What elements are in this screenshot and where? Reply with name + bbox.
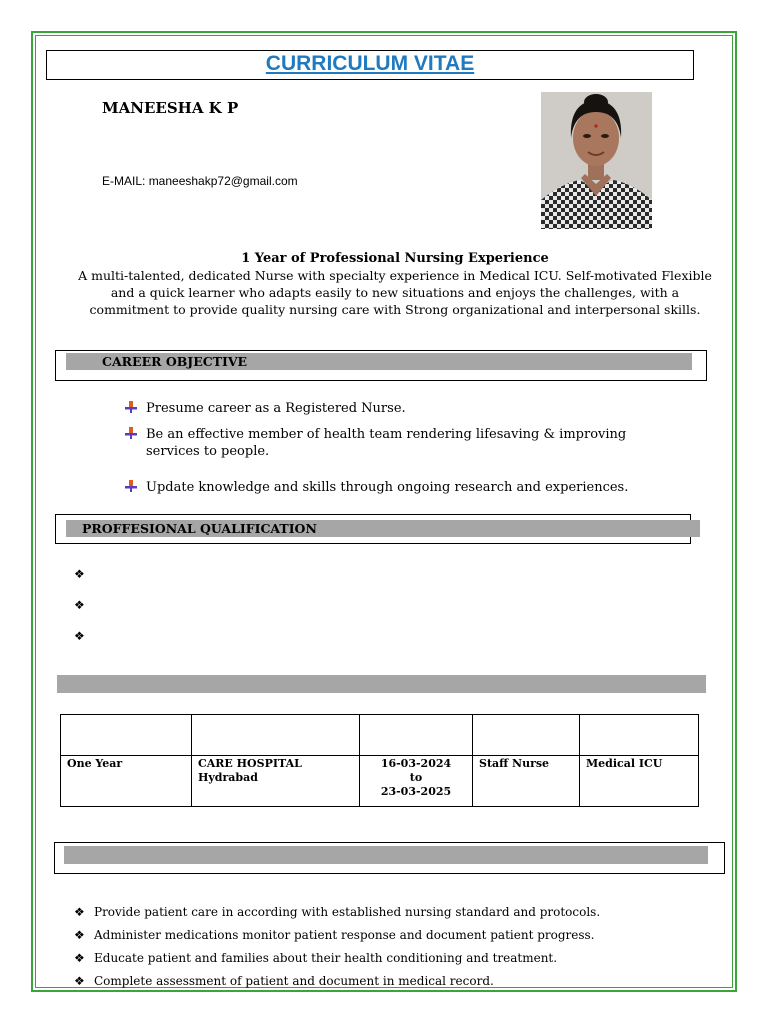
email-line xyxy=(102,174,298,188)
hospital-name: CARE HOSPITAL xyxy=(198,757,302,770)
duty-item xyxy=(74,927,595,943)
duty-item xyxy=(74,904,600,920)
objective-text: Be an effective member of health team rendering lifesaving & improving services to people. xyxy=(146,427,627,459)
cv-title: CURRICULUM VITAE xyxy=(265,52,475,75)
table-cell xyxy=(61,715,192,756)
profile-photo xyxy=(541,92,652,229)
duty-text: Provide patient care in according with established nursing standard and protocols. xyxy=(94,905,601,919)
objective-item xyxy=(124,400,684,417)
experience-headline: 1 Year of Professional Nursing Experience xyxy=(241,251,549,266)
pushpin-bullet-icon xyxy=(124,400,138,414)
hospital-city: Hydrabad xyxy=(198,771,258,784)
qualification-bullet: ❖ xyxy=(74,567,85,581)
experience-table xyxy=(60,714,699,807)
experience-bar xyxy=(57,675,706,693)
date-to: 23-03-2025 xyxy=(380,785,452,798)
designation-cell: Staff Nurse xyxy=(473,756,580,807)
department-cell: Medical ICU xyxy=(580,756,699,807)
table-cell xyxy=(473,715,580,756)
hospital-cell xyxy=(192,756,360,807)
candidate-name: MANEESHA K P xyxy=(102,99,239,117)
objective-text: Update knowledge and skills through ongoing research and experiences. xyxy=(146,480,629,495)
objective-text: Presume career as a Registered Nurse. xyxy=(146,401,406,416)
objective-item xyxy=(124,479,684,496)
period-cell xyxy=(360,756,473,807)
duty-bullet: ❖ xyxy=(74,974,85,988)
pushpin-bullet-icon xyxy=(124,479,138,493)
duty-bullet: ❖ xyxy=(74,928,85,942)
duration-cell: One Year xyxy=(61,756,192,807)
title-box xyxy=(46,50,694,80)
duty-text: Educate patient and families about their health conditioning and treatment. xyxy=(94,951,558,965)
qualification-heading: PROFFESIONAL QUALIFICATION xyxy=(82,521,317,536)
summary-text: A multi-talented, dedicated Nurse with specialty experience in Medical ICU. Self-motivated Flexible and a quick learner who adapts easily to new situations and enjoys the challenges, with a commitment to provide quality nursing care with Strong organizational and interpersonal skills. xyxy=(78,268,712,317)
pushpin-bullet-icon xyxy=(124,426,138,440)
date-separator: to xyxy=(409,771,423,784)
duty-bullet: ❖ xyxy=(74,905,85,919)
profile-photo-illustration xyxy=(541,92,652,229)
email-label: E-MAIL: xyxy=(102,174,146,188)
date-from: 16-03-2024 xyxy=(380,757,452,770)
duty-item xyxy=(74,950,557,966)
career-objective-heading: CAREER OBJECTIVE xyxy=(102,354,248,369)
duties-bar xyxy=(64,846,708,864)
objective-item xyxy=(124,426,684,460)
duty-item xyxy=(74,973,494,989)
duty-text: Complete assessment of patient and document in medical record. xyxy=(94,974,494,988)
qualification-bullet: ❖ xyxy=(74,598,85,612)
qualification-bullet: ❖ xyxy=(74,629,85,643)
table-cell xyxy=(192,715,360,756)
profile-summary xyxy=(70,250,720,318)
table-header-row xyxy=(61,715,699,756)
email-address[interactable]: maneeshakp72@gmail.com xyxy=(148,174,298,188)
table-cell xyxy=(360,715,473,756)
table-cell xyxy=(580,715,699,756)
duty-bullet: ❖ xyxy=(74,951,85,965)
duty-text: Administer medications monitor patient response and document patient progress. xyxy=(94,928,595,942)
table-row xyxy=(61,756,699,807)
